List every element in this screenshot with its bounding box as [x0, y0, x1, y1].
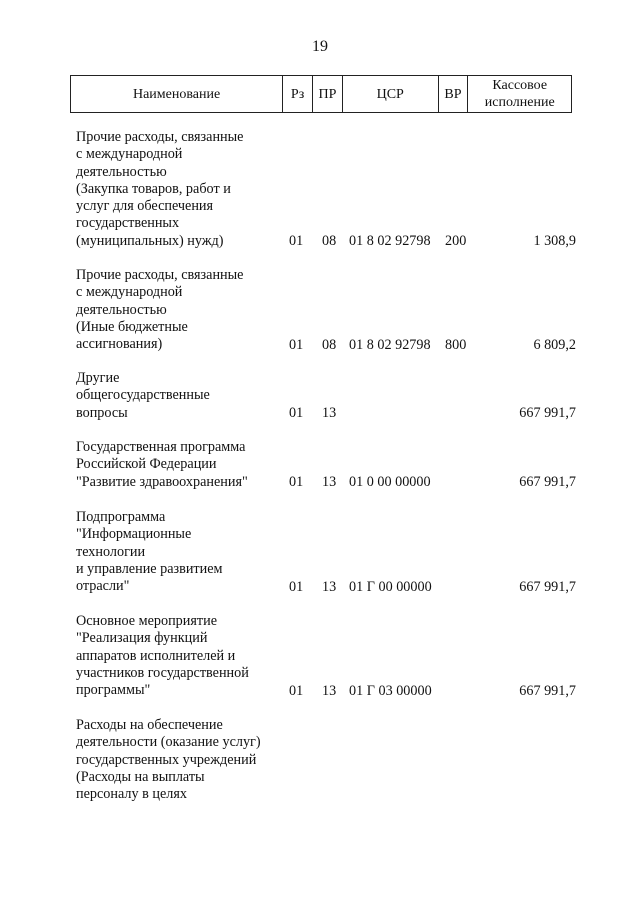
row-kassovoe: 1 308,9 — [533, 233, 576, 249]
row-vr: 800 — [445, 337, 467, 353]
row-rz: 01 — [289, 683, 304, 699]
row-pr: 13 — [322, 683, 337, 699]
row-name: Прочие расходы, связанные с международной деятельностью (Иные бюджетные ассигнования) — [76, 267, 244, 353]
row-rz: 01 — [289, 337, 304, 353]
header-name: Наименование — [71, 76, 283, 112]
row-csr: 01 Г 03 00000 — [349, 683, 432, 699]
row-name: Прочие расходы, связанные с международной деятельностью (Закупка товаров, работ и услуг для обеспечения государственных (муниципальных) нужд) — [76, 129, 244, 249]
row-pr: 08 — [322, 233, 337, 249]
header-rz: Рз — [283, 76, 313, 112]
row-pr: 13 — [322, 474, 337, 490]
row-name: Расходы на обеспечение деятельности (оказание услуг) государственных учреждений (Расходы на выплаты персоналу в целях — [76, 717, 261, 803]
table-header — [70, 75, 572, 113]
row-kassovoe: 667 991,7 — [519, 683, 576, 699]
row-vr: 200 — [445, 233, 467, 249]
row-pr: 13 — [322, 405, 337, 421]
row-kassovoe: 6 809,2 — [533, 337, 576, 353]
header-pr: ПР — [313, 76, 343, 112]
header-kassovoe: Кассовое исполнение — [484, 78, 555, 110]
row-name: Другие общегосударственные вопросы — [76, 370, 210, 421]
row-rz: 01 — [289, 233, 304, 249]
row-kassovoe: 667 991,7 — [519, 405, 576, 421]
row-csr: 01 Г 00 00000 — [349, 579, 432, 595]
header-vr: ВР — [439, 76, 469, 112]
row-csr: 01 8 02 92798 — [349, 337, 431, 353]
row-csr: 01 0 00 00000 — [349, 474, 431, 490]
header-csr: ЦСР — [343, 76, 439, 112]
row-name: Подпрограмма "Информационные технологии и управление развитием отрасли" — [76, 509, 223, 595]
row-pr: 13 — [322, 579, 337, 595]
row-rz: 01 — [289, 405, 304, 421]
row-name: Государственная программа Российской Федерации "Развитие здравоохранения" — [76, 439, 248, 490]
row-rz: 01 — [289, 474, 304, 490]
row-rz: 01 — [289, 579, 304, 595]
row-name: Основное мероприятие "Реализация функций аппаратов исполнителей и участников государственной программы" — [76, 613, 249, 699]
row-csr: 01 8 02 92798 — [349, 233, 431, 249]
page-number: 19 — [312, 38, 328, 55]
row-pr: 08 — [322, 337, 337, 353]
row-kassovoe: 667 991,7 — [519, 474, 576, 490]
row-kassovoe: 667 991,7 — [519, 579, 576, 595]
